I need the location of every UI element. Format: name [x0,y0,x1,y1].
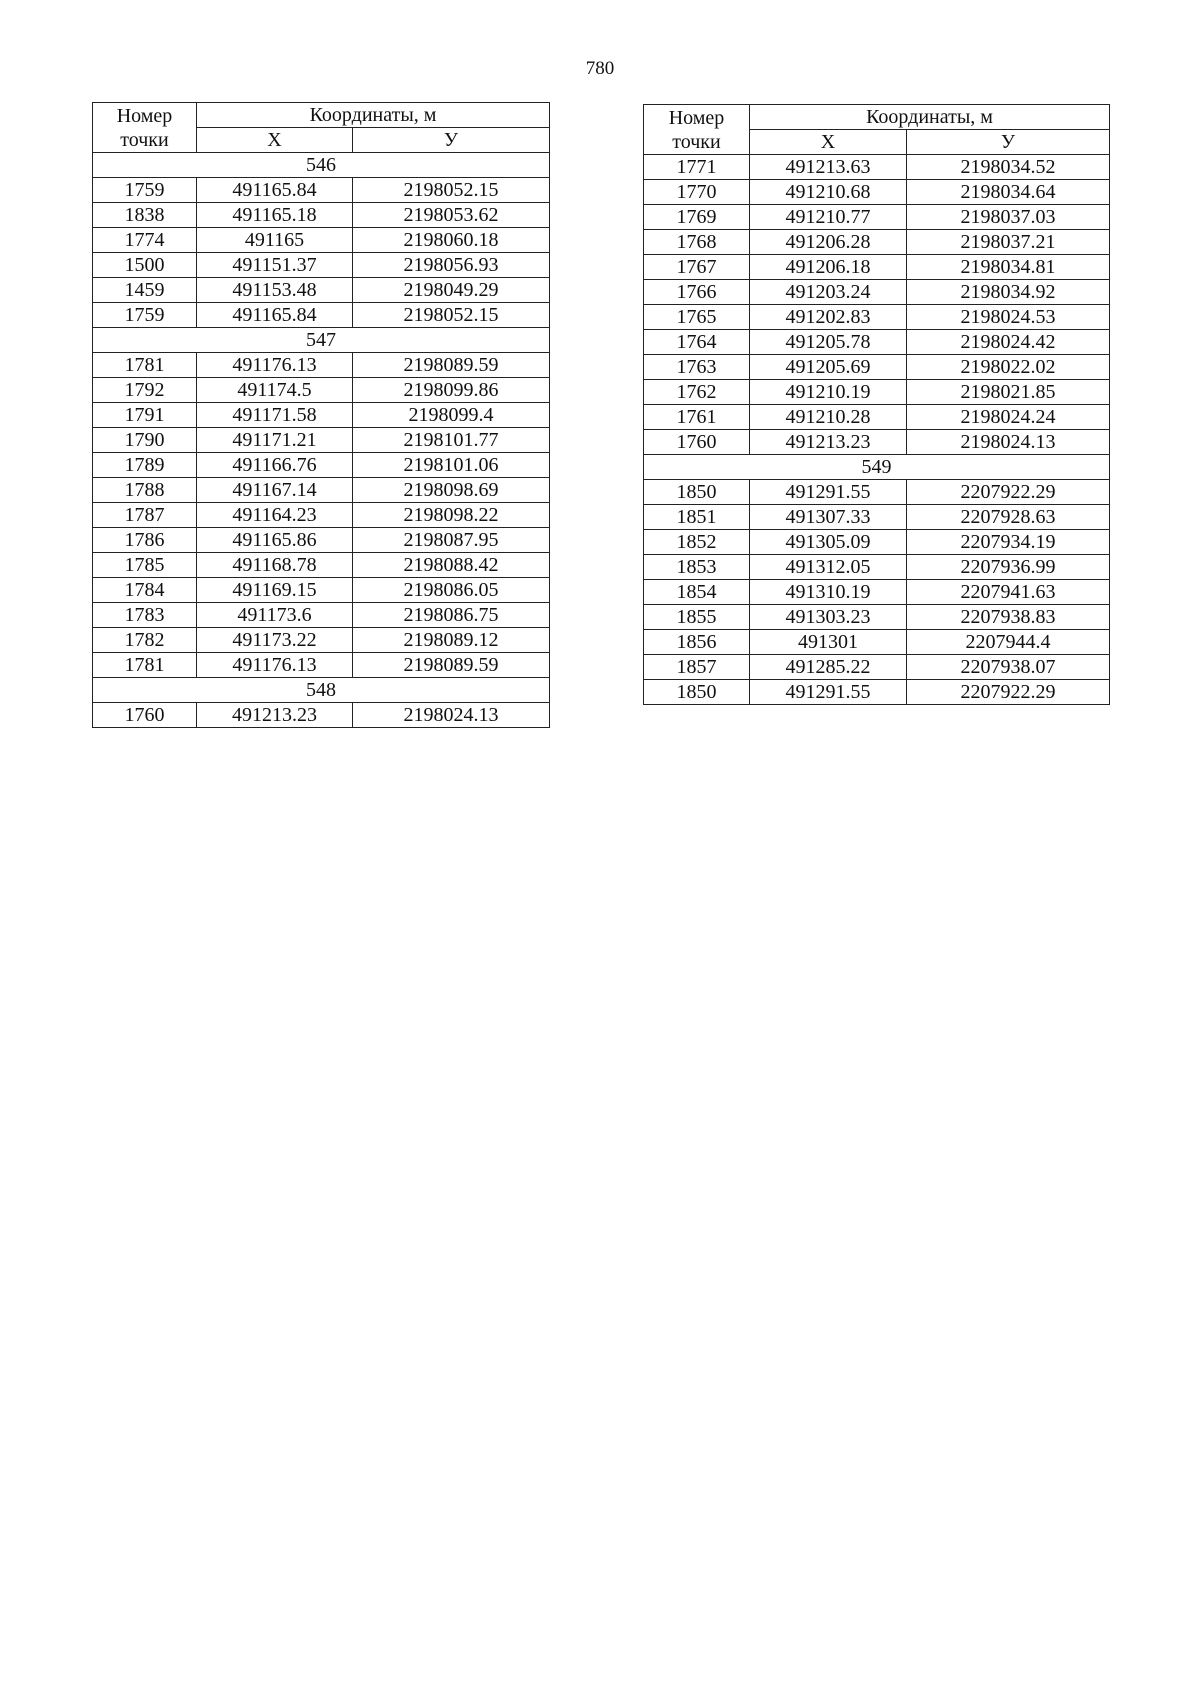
coordinates-header: Координаты, м [197,103,550,128]
x-coordinate-cell: 491301 [750,630,907,655]
y-coordinate-cell: 2198098.69 [353,478,550,503]
table-row [93,428,550,453]
point-number-cell: 1784 [93,578,197,603]
x-coordinate-cell: 491202.83 [750,305,907,330]
table-row [644,330,1110,355]
table-row [93,228,550,253]
table-row [93,353,550,378]
y-coordinate-cell: 2198034.64 [907,180,1110,205]
x-coordinate-cell: 491174.5 [197,378,353,403]
parcel-group-row [93,328,550,353]
point-number-cell: 1856 [644,630,750,655]
point-number-cell: 1785 [93,553,197,578]
y-coordinate-cell: 2198087.95 [353,528,550,553]
y-coordinate-cell: 2207934.19 [907,530,1110,555]
y-coordinate-cell: 2207922.29 [907,680,1110,705]
x-coordinate-cell: 491173.6 [197,603,353,628]
y-coordinate-cell: 2198088.42 [353,553,550,578]
y-coordinate-cell: 2207936.99 [907,555,1110,580]
x-coordinate-cell: 491168.78 [197,553,353,578]
x-coordinate-cell: 491210.19 [750,380,907,405]
table-row [93,303,550,328]
x-coordinate-cell: 491205.78 [750,330,907,355]
x-coordinate-cell: 491169.15 [197,578,353,603]
table-row [93,703,550,728]
y-coordinate-cell: 2207944.4 [907,630,1110,655]
y-coordinate-cell: 2198099.4 [353,403,550,428]
table-row [93,253,550,278]
table-row [644,180,1110,205]
y-coordinate-cell: 2198060.18 [353,228,550,253]
y-coordinate-cell: 2198101.06 [353,453,550,478]
x-coordinate-cell: 491151.37 [197,253,353,278]
point-number-cell: 1781 [93,653,197,678]
page-number: 780 [585,58,615,79]
parcel-group-row [93,153,550,178]
point-number-cell: 1853 [644,555,750,580]
x-coordinate-cell: 491312.05 [750,555,907,580]
x-coordinate-cell: 491285.22 [750,655,907,680]
x-coordinate-cell: 491164.23 [197,503,353,528]
point-number-cell: 1851 [644,505,750,530]
table-row [93,403,550,428]
x-coordinate-cell: 491205.69 [750,355,907,380]
table-row [644,505,1110,530]
y-coordinate-cell: 2198024.24 [907,405,1110,430]
y-coordinate-cell: 2198089.12 [353,628,550,653]
x-coordinate-cell: 491203.24 [750,280,907,305]
y-coordinate-cell: 2198056.93 [353,253,550,278]
y-coordinate-cell: 2198024.13 [907,430,1110,455]
coordinates-header: Координаты, м [750,105,1110,130]
y-coordinate-cell: 2198099.86 [353,378,550,403]
y-coordinate-cell: 2198024.42 [907,330,1110,355]
table-row [644,580,1110,605]
x-coordinate-cell: 491166.76 [197,453,353,478]
table-row [93,628,550,653]
table-row [93,603,550,628]
point-number-cell: 1769 [644,205,750,230]
point-number-cell: 1763 [644,355,750,380]
point-number-cell: 1768 [644,230,750,255]
x-coordinate-cell: 491210.68 [750,180,907,205]
point-number-cell: 1765 [644,305,750,330]
point-number-cell: 1500 [93,253,197,278]
y-column-header: У [353,128,550,153]
table-row [93,553,550,578]
y-coordinate-cell: 2198021.85 [907,380,1110,405]
table-row [644,605,1110,630]
table-row [644,430,1110,455]
x-coordinate-cell: 491291.55 [750,680,907,705]
point-number-header [93,103,197,153]
table-row [93,653,550,678]
y-coordinate-cell: 2198034.92 [907,280,1110,305]
x-column-header: X [750,130,907,155]
y-coordinate-cell: 2198037.03 [907,205,1110,230]
point-number-cell: 1770 [644,180,750,205]
x-coordinate-cell: 491206.18 [750,255,907,280]
point-number-cell: 1759 [93,178,197,203]
table-row [93,278,550,303]
point-number-cell: 1789 [93,453,197,478]
x-coordinate-cell: 491213.23 [197,703,353,728]
table-row [644,355,1110,380]
point-number-cell: 1857 [644,655,750,680]
y-coordinate-cell: 2198049.29 [353,278,550,303]
table-row [93,528,550,553]
x-coordinate-cell: 491153.48 [197,278,353,303]
table-row [93,478,550,503]
x-coordinate-cell: 491210.28 [750,405,907,430]
point-number-cell: 1782 [93,628,197,653]
y-coordinate-cell: 2198098.22 [353,503,550,528]
coordinates-table-left [92,102,550,728]
y-coordinate-cell: 2207938.07 [907,655,1110,680]
y-coordinate-cell: 2198089.59 [353,653,550,678]
point-number-cell: 1759 [93,303,197,328]
table-row [93,178,550,203]
x-coordinate-cell: 491173.22 [197,628,353,653]
x-coordinate-cell: 491165.84 [197,303,353,328]
point-number-cell: 1788 [93,478,197,503]
point-number-header-line1: Номер [116,104,173,127]
x-coordinate-cell: 491167.14 [197,478,353,503]
x-coordinate-cell: 491165.86 [197,528,353,553]
point-number-cell: 1850 [644,680,750,705]
x-coordinate-cell: 491165.18 [197,203,353,228]
point-number-cell: 1791 [93,403,197,428]
x-coordinate-cell: 491165 [197,228,353,253]
x-coordinate-cell: 491176.13 [197,653,353,678]
table-row [644,380,1110,405]
x-coordinate-cell: 491206.28 [750,230,907,255]
x-coordinate-cell: 491210.77 [750,205,907,230]
table-row [644,530,1110,555]
x-column-header: X [197,128,353,153]
x-coordinate-cell: 491305.09 [750,530,907,555]
y-coordinate-cell: 2207928.63 [907,505,1110,530]
parcel-group-row [644,455,1110,480]
x-coordinate-cell: 491291.55 [750,480,907,505]
point-number-cell: 1760 [644,430,750,455]
parcel-number: 549 [644,455,1110,480]
y-coordinate-cell: 2198024.13 [353,703,550,728]
point-number-header [644,105,750,155]
table-row [644,630,1110,655]
point-number-cell: 1838 [93,203,197,228]
parcel-group-row [93,678,550,703]
y-coordinate-cell: 2198089.59 [353,353,550,378]
y-coordinate-cell: 2198024.53 [907,305,1110,330]
x-coordinate-cell: 491165.84 [197,178,353,203]
point-number-cell: 1855 [644,605,750,630]
point-number-cell: 1852 [644,530,750,555]
x-coordinate-cell: 491307.33 [750,505,907,530]
point-number-cell: 1766 [644,280,750,305]
point-number-cell: 1850 [644,480,750,505]
point-number-cell: 1761 [644,405,750,430]
y-coordinate-cell: 2198086.75 [353,603,550,628]
x-coordinate-cell: 491303.23 [750,605,907,630]
x-coordinate-cell: 491213.63 [750,155,907,180]
point-number-cell: 1771 [644,155,750,180]
x-coordinate-cell: 491171.58 [197,403,353,428]
table-row [644,405,1110,430]
point-number-cell: 1774 [93,228,197,253]
parcel-number: 547 [93,328,550,353]
y-coordinate-cell: 2198052.15 [353,303,550,328]
point-number-header-line1: Номер [668,106,725,129]
parcel-number: 546 [93,153,550,178]
y-coordinate-cell: 2198053.62 [353,203,550,228]
point-number-cell: 1787 [93,503,197,528]
point-number-cell: 1781 [93,353,197,378]
y-coordinate-cell: 2198022.02 [907,355,1110,380]
point-number-cell: 1786 [93,528,197,553]
y-coordinate-cell: 2207938.83 [907,605,1110,630]
coordinates-table-right-body [644,155,1110,705]
point-number-header-line2: точки [672,130,721,153]
coordinates-table-right [643,104,1110,705]
y-coordinate-cell: 2198086.05 [353,578,550,603]
point-number-cell: 1854 [644,580,750,605]
table-row [644,555,1110,580]
table-row [644,305,1110,330]
y-coordinate-cell: 2198052.15 [353,178,550,203]
table-row [644,480,1110,505]
point-number-cell: 1790 [93,428,197,453]
table-row [644,230,1110,255]
y-coordinate-cell: 2207922.29 [907,480,1110,505]
x-coordinate-cell: 491176.13 [197,353,353,378]
y-coordinate-cell: 2198034.81 [907,255,1110,280]
point-number-cell: 1760 [93,703,197,728]
point-number-cell: 1792 [93,378,197,403]
y-coordinate-cell: 2198034.52 [907,155,1110,180]
x-coordinate-cell: 491310.19 [750,580,907,605]
table-row [93,453,550,478]
table-row [644,680,1110,705]
table-row [644,205,1110,230]
coordinates-table-left-body [93,153,550,728]
x-coordinate-cell: 491171.21 [197,428,353,453]
table-row [644,280,1110,305]
point-number-header-line2: точки [120,128,169,151]
y-coordinate-cell: 2198037.21 [907,230,1110,255]
table-row [93,378,550,403]
table-row [644,655,1110,680]
point-number-cell: 1762 [644,380,750,405]
table-row [93,578,550,603]
table-row [644,155,1110,180]
y-coordinate-cell: 2207941.63 [907,580,1110,605]
y-column-header: У [907,130,1110,155]
table-row [93,503,550,528]
table-row [644,255,1110,280]
point-number-cell: 1767 [644,255,750,280]
x-coordinate-cell: 491213.23 [750,430,907,455]
point-number-cell: 1764 [644,330,750,355]
point-number-cell: 1459 [93,278,197,303]
y-coordinate-cell: 2198101.77 [353,428,550,453]
table-row [93,203,550,228]
parcel-number: 548 [93,678,550,703]
point-number-cell: 1783 [93,603,197,628]
